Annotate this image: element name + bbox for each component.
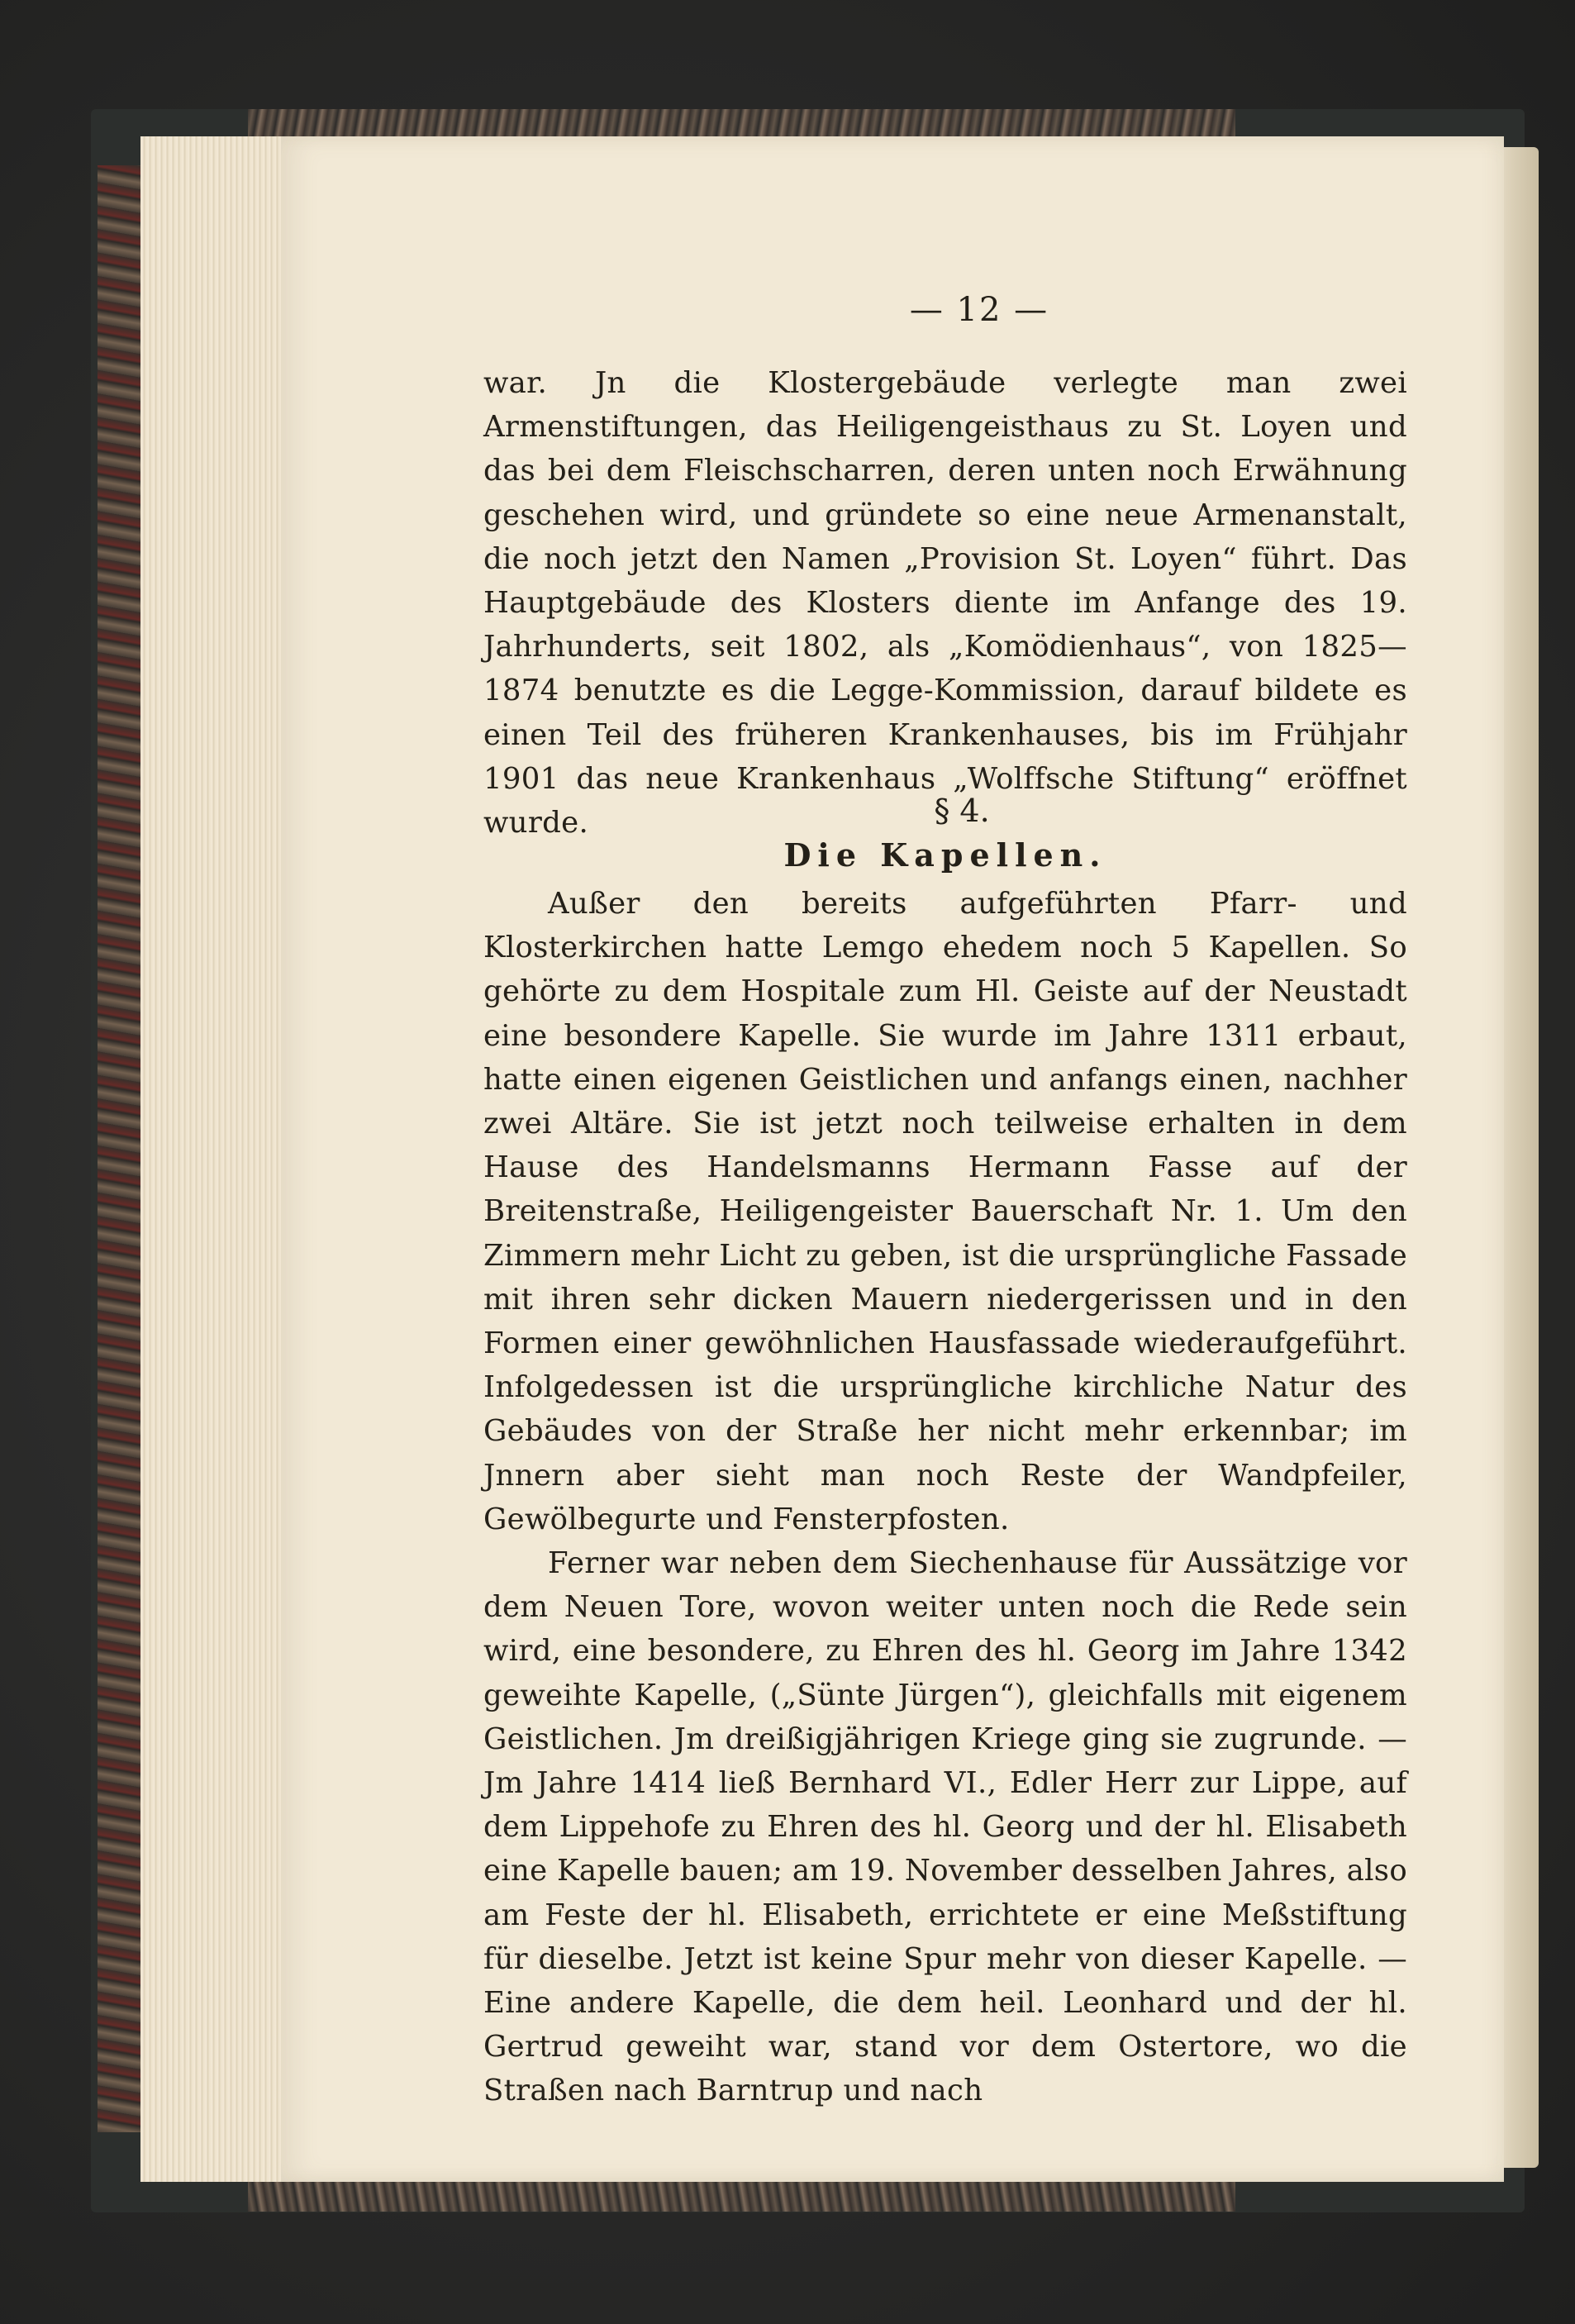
body-text-top [483, 361, 1407, 845]
page-stack-edges [140, 136, 281, 2182]
section-number: § 4. [934, 793, 990, 829]
page-number: — 12 — [909, 291, 1049, 329]
section-title: Die Kapellen. [783, 836, 1107, 874]
paragraph-1: war. Jn die Klostergebäude verlegte man zwei Armenstiftungen, das Heiligengeisthaus zu St. Loyen und das bei dem Fleischscharren, deren unten noch Erwähnung geschehen wird, und gründete so eine neue Armenanstalt, die noch jetzt den Namen „Provision St. Loyen“ führt. Das Hauptgebäude des Klosters diente im Anfange des 19. Jahrhunderts, seit 1802, als „Komödienhaus“, von 1825—1874 benutzte es die Legge-Kommission, darauf bildete es einen Teil des früheren Krankenhauses, bis im Frühjahr 1901 das neue Krankenhaus „Wolffsche Stiftung“ eröffnet wurde. [483, 366, 1407, 841]
marbled-edge-left [98, 165, 140, 2132]
section-heading [483, 789, 1407, 882]
marbled-edge-bottom [248, 2182, 1235, 2212]
paragraph-2: Außer den bereits aufgeführten Pfarr- und Klosterkirchen hatte Lemgo ehedem noch 5 Kapellen. So gehörte zu dem Hospitale zum Hl. Geiste auf der Neustadt eine besondere Kapelle. Sie wurde im Jahre 1311 erbaut, hatte einen eigenen Geistlichen und anfangs einen, nachher zwei Altäre. Sie ist jetzt noch teilweise erhalten in dem Hause des Handelsmanns Hermann Fasse auf der Breitenstraße, Heiligengeister Bauerschaft Nr. 1. Um den Zimmern mehr Licht zu geben, ist die ursprüngliche Fassade mit ihren sehr dicken Mauern niedergerissen und in den Formen einer gewöhnlichen Hausfassade wiederaufgeführt. Infolgedessen ist die ursprüngliche kirchliche Natur des Gebäudes von der Straße her nicht mehr erkennbar; im Jnnern aber sieht man noch Reste der Wandpfeiler, Gewölbegurte und Fensterpfosten. [483, 887, 1407, 1536]
body-text-section [483, 882, 1407, 2113]
paragraph-3: Ferner war neben dem Siechenhause für Aussätzige vor dem Neuen Tore, wovon weiter unten noch die Rede sein wird, eine besondere, zu Ehren des hl. Georg im Jahre 1342 geweihte Kapelle, („Sünte Jürgen“), gleichfalls mit eigenem Geistlichen. Jm dreißigjährigen Kriege ging sie zugrunde. — Jm Jahre 1414 ließ Bernhard VI., Edler Herr zur Lippe, auf dem Lippehofe zu Ehren des hl. Georg und der hl. Elisabeth eine Kapelle bauen; am 19. November desselben Jahres, also am Feste der hl. Elisabeth, errichtete er eine Meßstiftung für dieselbe. Jetzt ist keine Spur mehr von dieser Kapelle. — Eine andere Kapelle, die dem heil. Leonhard und der hl. Gertrud geweiht war, stand vor dem Ostertore, wo die Straßen nach Barntrup und nach [483, 1546, 1407, 2108]
